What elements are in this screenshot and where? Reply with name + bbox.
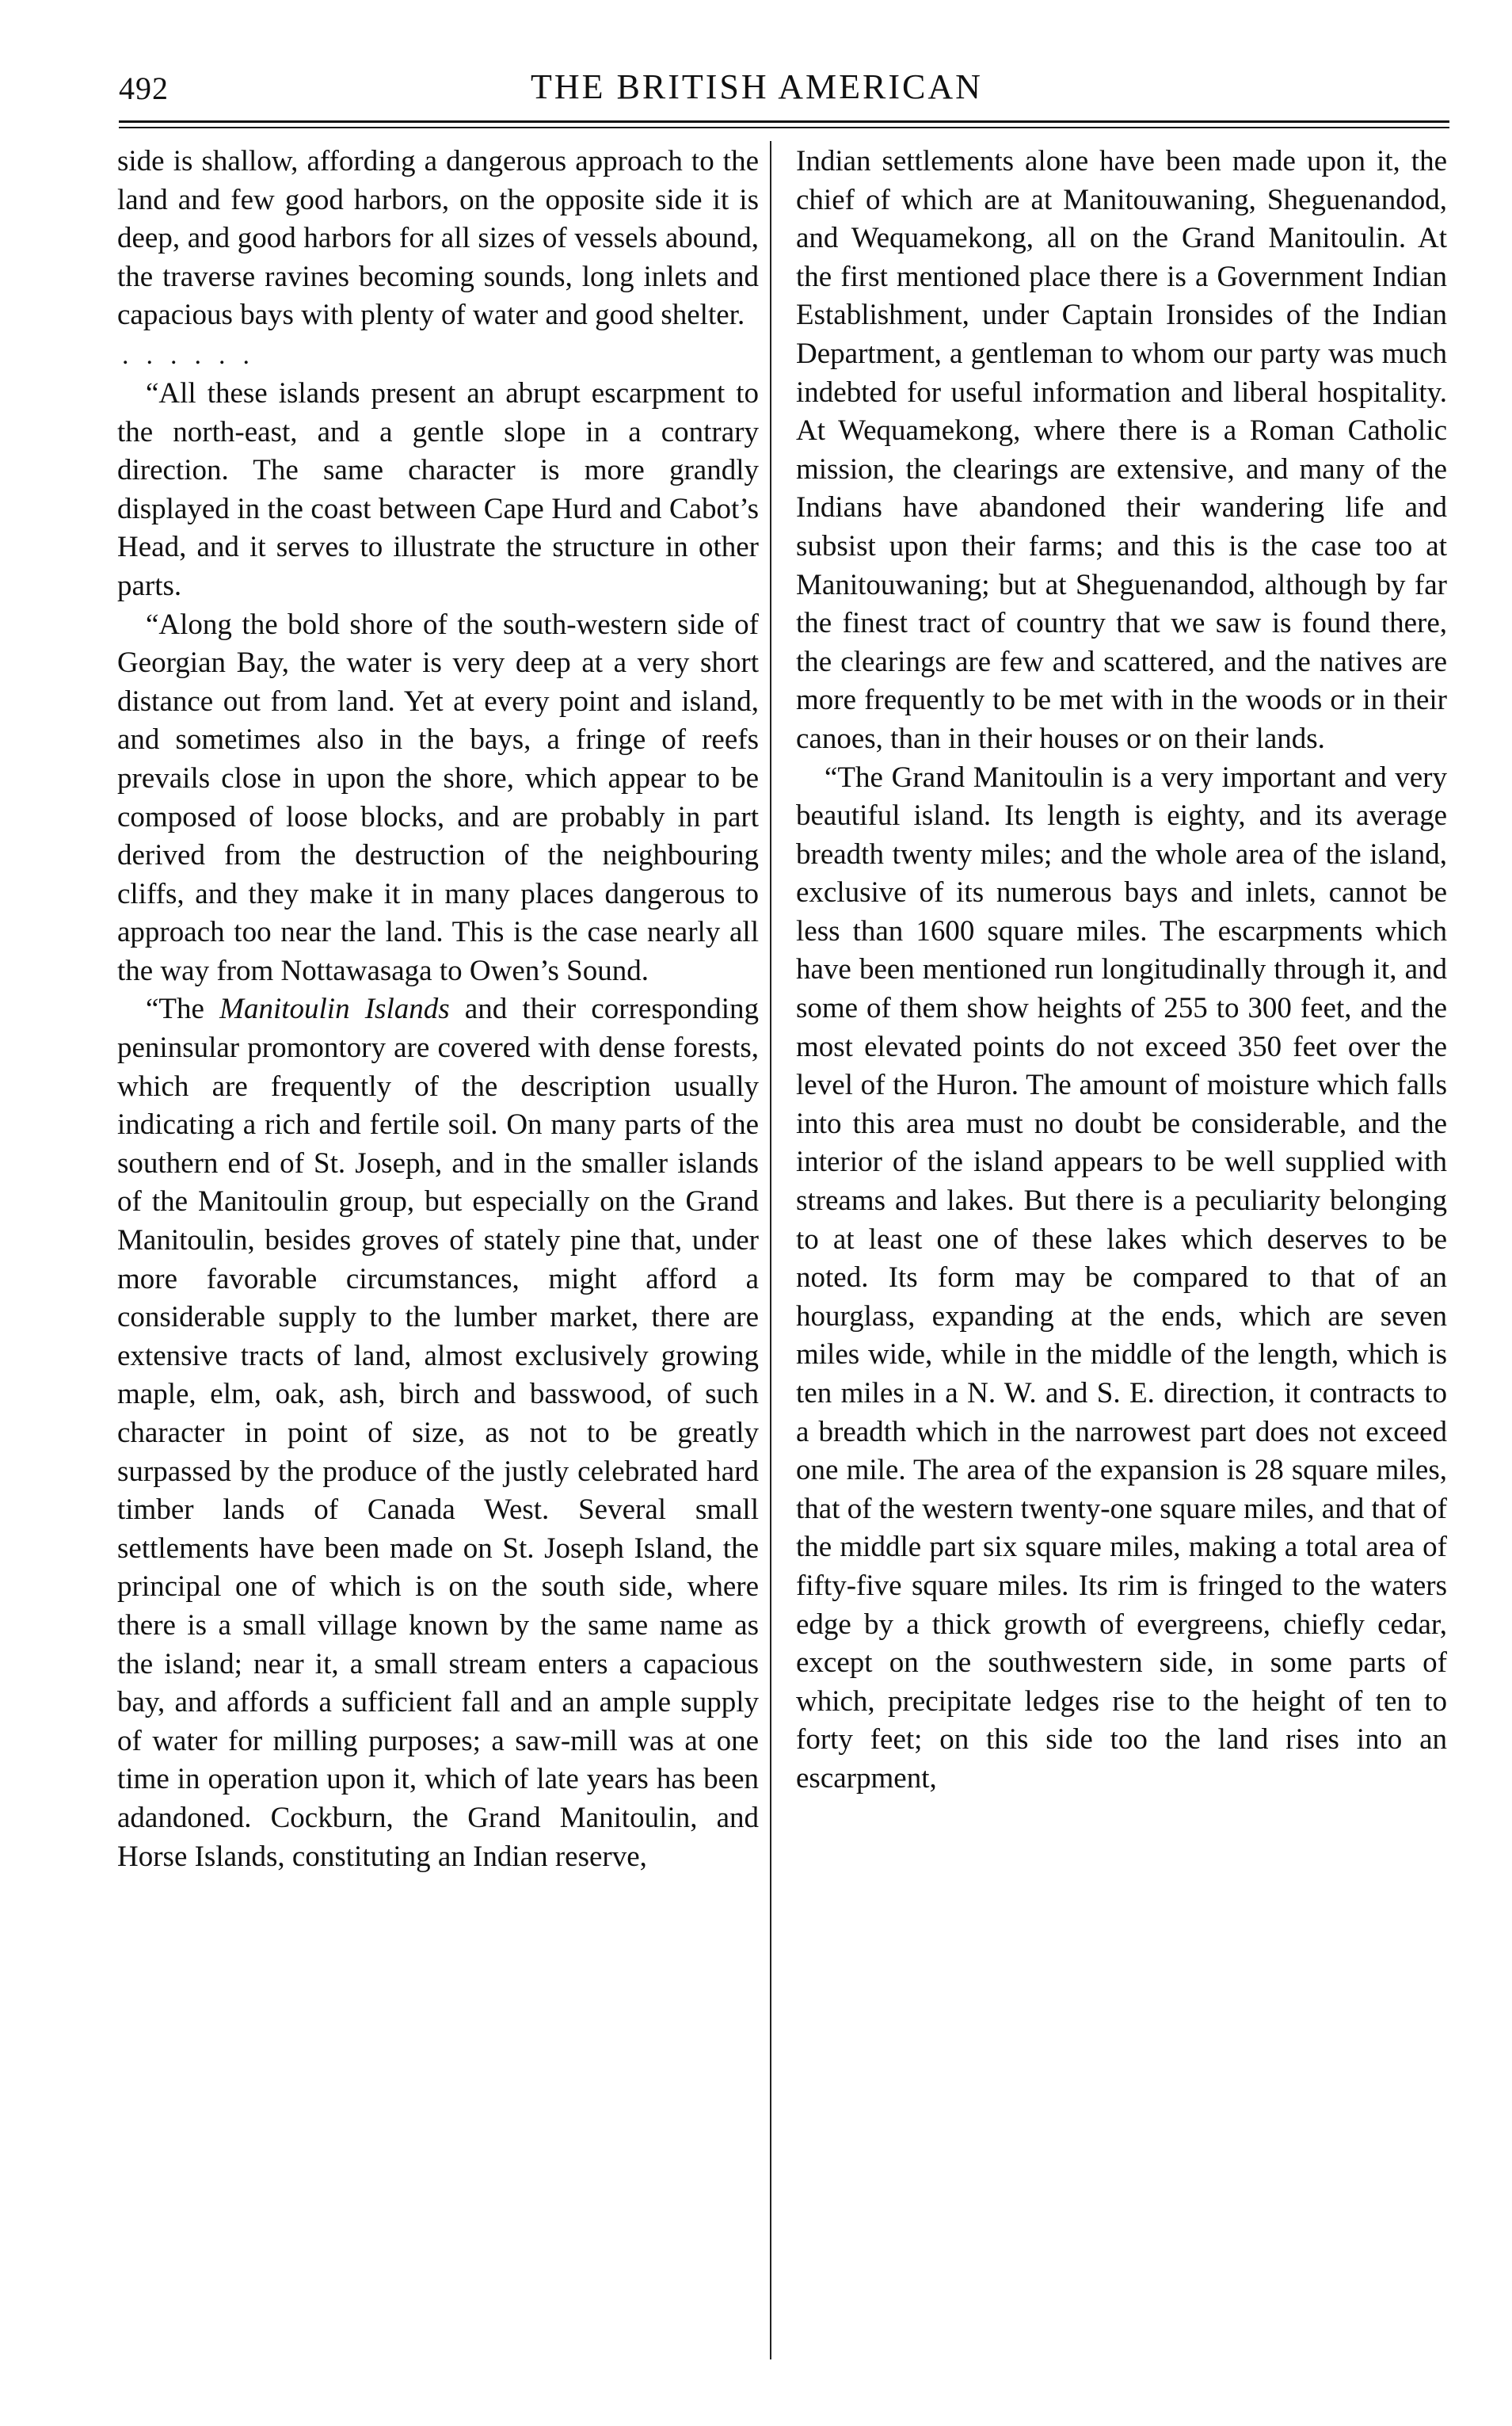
page-number: 492 xyxy=(119,71,169,106)
left-paragraph-4 xyxy=(117,990,759,1876)
page-header xyxy=(119,63,1449,119)
right-paragraph-1: Indian settlements alone have been made upon it, the chief of which are at Manitouwaning, Sheguenandod, and Wequamekong, all on the Grand Manitoulin. At the first mentioned place there is a Government Indian Establishment, under Captain Ironsides of the Indian Department, a gentleman to whom our party was much indebted for useful information and liberal hospitality. At Wequamekong, where there is a Roman Catholic mission, the clearings are extensive, and many of the Indians have abandoned their wandering life and subsist upon their farms; and this is the case too at Manitouwaning; but at Sheguenandod, although by far the finest tract of country that we saw is found there, the clearings are few and scattered, and the natives are more frequently to be met with in the woods or in their canoes, than in their houses or on their lands. xyxy=(796,145,1447,755)
header-rule-bottom xyxy=(119,127,1449,128)
left-paragraph-3: “Along the bold shore of the south-western side of Georgian Bay, the water is very deep at a very short distance out from land. Yet at every point and island, and sometimes also in the bays, a fringe of reefs prevails close in upon the shore, which appear to be composed of loose blocks, and are probably in part derived from the destruction of the neighbouring cliffs, and they make it in many places dangerous to approach too near the land. This is the case nearly all the way from Nottawasaga to Owen’s Sound. xyxy=(117,608,759,987)
section-ellipsis: ...... xyxy=(122,340,267,370)
header-rule-top xyxy=(119,120,1449,123)
paragraph-4-open: “The xyxy=(146,993,204,1026)
column-divider xyxy=(770,141,771,2359)
left-paragraph-1: side is shallow, affording a dangerous approach to the land and few good harbors, on the opposite side it is deep, and good harbors for all sizes of vessels abound, the traverse ravines becoming sounds, long inlets and capacious bays with plenty of water and good shelter. xyxy=(117,145,759,332)
left-column xyxy=(117,143,759,1876)
left-paragraph-2: “All these islands present an abrupt escarpment to the north-east, and a gentle slope in a contrary direction. The same character is more grandly displayed in the coast between Cape Hurd and Cabot’s Head, and it serves to illustrate the structure in other parts. xyxy=(117,376,759,602)
manitoulin-islands-italic: Manitoulin Islands xyxy=(219,993,450,1026)
paragraph-4-rest: and their corresponding peninsular promontory are covered with dense forests, which are frequently of the description usually indicating a rich and fertile soil. On many parts of the southern end of St. Joseph, and in the smaller islands of the Manitoulin group, but especially on the Grand Manitoulin, besides groves of stately pine that, under more favorable circumstances, might afford a considerable supply to the lumber market, there are extensive tracts of land, almost exclusively growing maple, elm, oak, ash, birch and basswood, of such character in point of size, as not to be greatly surpassed by the produce of the justly celebrated hard timber lands of Canada West. Several small settlements have been made on St. Joseph Island, the principal one of which is on the south side, where there is a small village known by the same name as the island; near it, a small stream enters a capacious bay, and affords a sufficient fall and an ample supply of water for milling purposes; a saw-mill was at one time in operation upon it, which of late years has been adandoned. Cockburn, the Grand Manitoulin, and Horse Islands, constituting an Indian reserve, xyxy=(117,993,760,1873)
right-column xyxy=(796,143,1447,1799)
right-paragraph-2: “The Grand Manitoulin is a very important and very beautiful island. Its length is eighty, and its average breadth twenty miles; and the whole area of the island, exclusive of its numerous bays and inlets, cannot be less than 1600 square miles. The escarpments which have been mentioned run longitudinally through it, and some of them show heights of 255 to 300 feet, and the most elevated points do not exceed 350 feet over the level of the Huron. The amount of moisture which falls into this area must no doubt be considerable, and the interior of the island appears to be well supplied with streams and lakes. But there is a peculiarity belonging to at least one of these lakes which deserves to be noted. Its form may be compared to that of an hourglass, expanding at the ends, which are seven miles wide, while in the middle of the length, which is ten miles in a N. W. and S. E. direction, it contracts to a breadth which in the narrowest part does not exceed one mile. The area of the expansion is 28 square miles, that of the western twenty-one square miles, and that of the middle part six square miles, making a total area of fifty-five square miles. Its rim is fringed to the waters edge by a thick growth of evergreens, chiefly cedar, except on the southwestern side, in some parts of which, precipitate ledges rise to the height of ten to forty feet; on this side too the land rises into an escarpment, xyxy=(796,761,1447,1795)
running-title: THE BRITISH AMERICAN xyxy=(531,67,983,106)
